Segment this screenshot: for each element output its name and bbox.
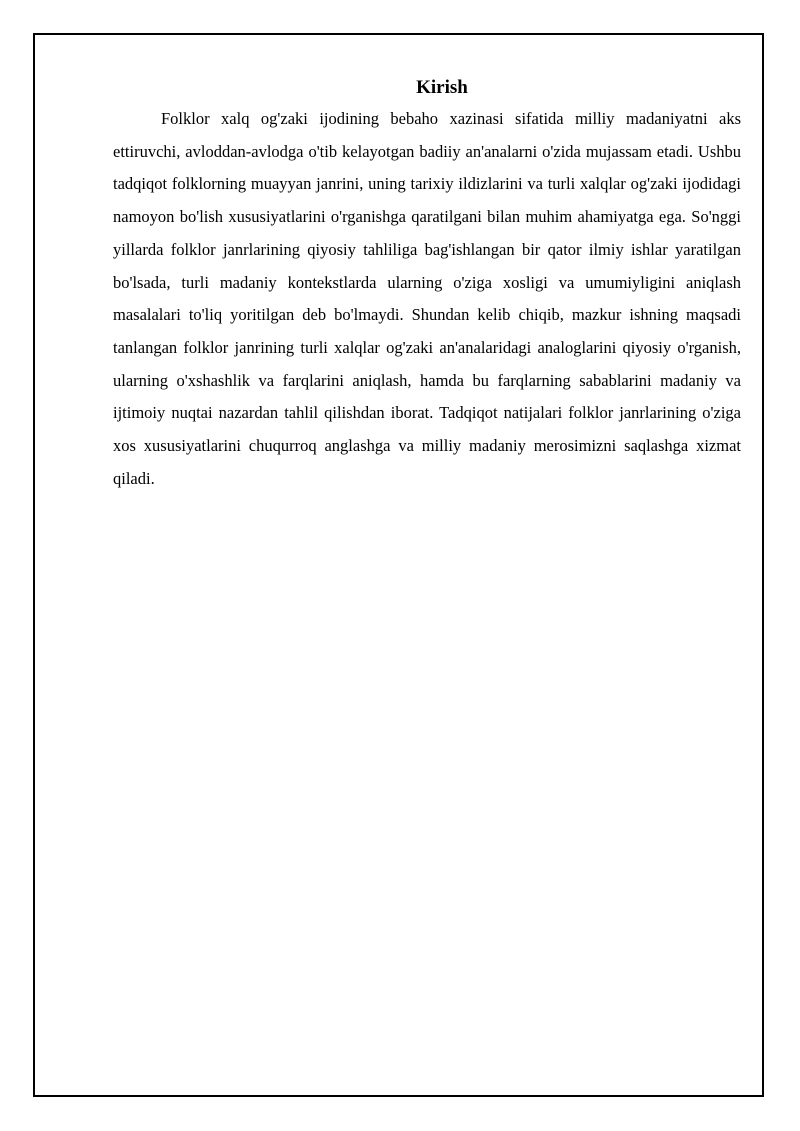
document-content	[113, 73, 741, 495]
section-title: Kirish	[416, 77, 468, 98]
introduction-paragraph: Folklor xalq og'zaki ijodining bebaho xazinasi sifatida milliy madaniyatni aks ettiruvchi, avloddan-avlodga o'tib kelayotgan badiiy an'analarni o'zida mujassam etadi. Ushbu tadqiqot folklorning muayyan janrini, uning tarixiy ildizlarini va turli xalqlar og'zaki ijodidagi namoyon bo'lish xususiyatlarini o'rganishga qaratilgani bilan muhim ahamiyatga ega. So'nggi yillarda folklor janrlarining qiyosiy tahliliga bag'ishlangan bir qator ilmiy ishlar yaratilgan bo'lsada, turli madaniy kontekstlarda ularning o'ziga xosligi va umumiyligini aniqlash masalalari to'liq yoritilgan deb bo'lmaydi. Shundan kelib chiqib, mazkur ishning maqsadi tanlangan folklor janrining turli xalqlar og'zaki an'analaridagi analoglarini qiyosiy o'rganish, ularning o'xshashlik va farqlarini aniqlash, hamda bu farqlarning sabablarini madaniy va ijtimoiy nuqtai nazardan tahlil qilishdan iborat. Tadqiqot natijalari folklor janrlarining o'ziga xos xususiyatlarini chuqurroq anglashga va milliy madaniy merosimizni saqlashga xizmat qiladi.	[113, 109, 741, 488]
